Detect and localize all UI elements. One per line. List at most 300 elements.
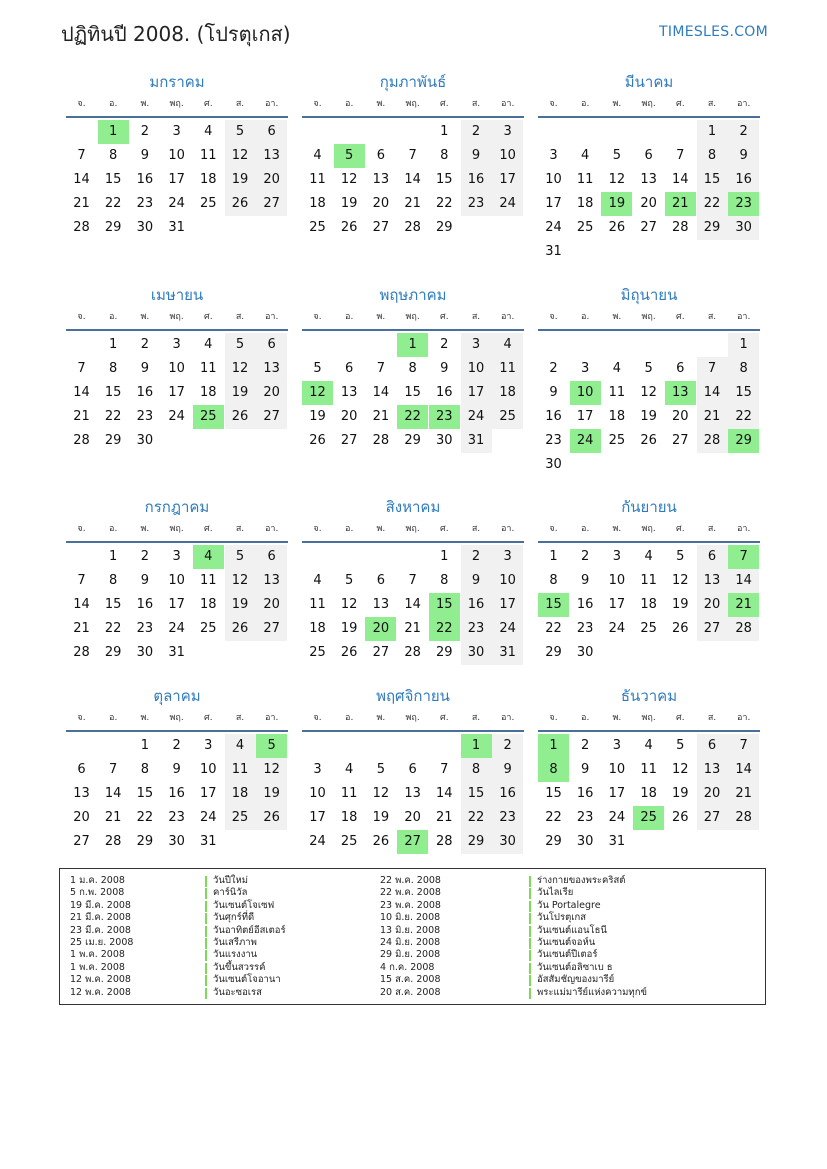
day-cell[interactable]: 26 bbox=[640, 433, 657, 448]
day-cell[interactable]: 19 bbox=[225, 381, 256, 405]
day-cell[interactable]: 7 bbox=[728, 734, 759, 758]
day-cell[interactable]: 31 bbox=[608, 834, 626, 849]
day-cell[interactable]: 20 bbox=[697, 782, 728, 806]
day-cell[interactable]: 2 bbox=[728, 120, 759, 144]
day-cell[interactable]: 28 bbox=[404, 220, 421, 235]
day-cell[interactable]: 2 bbox=[440, 337, 449, 352]
day-cell[interactable]: 21 bbox=[104, 810, 122, 825]
day-cell[interactable]: 20 bbox=[340, 409, 358, 424]
day-cell[interactable]: 30 bbox=[576, 834, 594, 849]
day-cell[interactable]: 28 bbox=[104, 834, 122, 849]
day-cell[interactable]: 26 bbox=[225, 192, 256, 216]
day-cell[interactable]: 26 bbox=[672, 621, 689, 636]
day-cell[interactable]: 14 bbox=[73, 385, 90, 400]
day-cell[interactable]: 21 bbox=[73, 621, 90, 636]
day-cell[interactable]: 3 bbox=[612, 549, 622, 564]
day-cell[interactable]: 23 bbox=[461, 192, 492, 216]
day-cell[interactable]: 12 bbox=[372, 786, 390, 801]
day-cell[interactable]: 30 bbox=[168, 834, 185, 849]
day-cell[interactable]: 14 bbox=[73, 172, 90, 187]
day-cell[interactable]: 30 bbox=[576, 645, 594, 660]
day-cell[interactable]: 7 bbox=[408, 573, 417, 588]
day-cell[interactable]: 6 bbox=[77, 762, 86, 777]
day-cell[interactable]: 17 bbox=[309, 810, 326, 825]
day-cell[interactable]: 14 bbox=[672, 172, 689, 187]
day-cell[interactable]: 22 bbox=[461, 806, 492, 830]
day-cell[interactable]: 20 bbox=[256, 593, 287, 617]
day-cell[interactable]: 6 bbox=[408, 762, 417, 777]
day-cell[interactable]: 22 bbox=[545, 621, 562, 636]
day-cell[interactable]: 10 bbox=[608, 762, 626, 777]
day-cell[interactable]: 14 bbox=[104, 786, 122, 801]
day-cell[interactable]: 7 bbox=[408, 148, 417, 163]
day-cell[interactable]: 8 bbox=[109, 573, 118, 588]
day-cell[interactable]: 25 bbox=[309, 220, 326, 235]
day-cell[interactable]: 21 bbox=[404, 621, 421, 636]
day-cell[interactable]: 6 bbox=[644, 148, 653, 163]
day-cell[interactable]: 6 bbox=[697, 545, 728, 569]
day-cell[interactable]: 24 bbox=[570, 429, 601, 453]
day-cell[interactable]: 9 bbox=[581, 762, 590, 777]
day-cell[interactable]: 8 bbox=[440, 148, 449, 163]
day-cell[interactable]: 27 bbox=[340, 433, 358, 448]
day-cell[interactable]: 25 bbox=[608, 433, 626, 448]
day-cell[interactable]: 21 bbox=[728, 782, 759, 806]
day-cell[interactable]: 8 bbox=[140, 762, 150, 777]
day-cell[interactable]: 4 bbox=[193, 545, 224, 569]
day-cell[interactable]: 9 bbox=[140, 148, 150, 163]
day-cell[interactable]: 27 bbox=[372, 645, 390, 660]
day-cell[interactable]: 6 bbox=[376, 573, 386, 588]
day-cell[interactable]: 24 bbox=[608, 810, 626, 825]
day-cell[interactable]: 16 bbox=[436, 385, 453, 400]
day-cell[interactable]: 15 bbox=[429, 593, 460, 617]
day-cell[interactable]: 23 bbox=[728, 192, 759, 216]
day-cell[interactable]: 24 bbox=[309, 834, 326, 849]
day-cell[interactable]: 16 bbox=[168, 786, 185, 801]
brand-link[interactable]: TIMESLES.COM bbox=[659, 24, 768, 40]
day-cell[interactable]: 17 bbox=[168, 597, 185, 612]
day-cell[interactable]: 31 bbox=[168, 220, 185, 235]
day-cell[interactable]: 5 bbox=[225, 545, 256, 569]
day-cell[interactable]: 29 bbox=[461, 830, 492, 854]
day-cell[interactable]: 26 bbox=[608, 220, 626, 235]
day-cell[interactable]: 14 bbox=[697, 381, 728, 405]
day-cell[interactable]: 4 bbox=[612, 361, 622, 376]
day-cell[interactable]: 11 bbox=[340, 786, 358, 801]
day-cell[interactable]: 16 bbox=[576, 786, 594, 801]
day-cell[interactable]: 11 bbox=[640, 762, 657, 777]
day-cell[interactable]: 15 bbox=[461, 782, 492, 806]
day-cell[interactable]: 25 bbox=[633, 806, 664, 830]
day-cell[interactable]: 28 bbox=[672, 220, 689, 235]
day-cell[interactable]: 25 bbox=[640, 621, 657, 636]
day-cell[interactable]: 7 bbox=[697, 357, 728, 381]
day-cell[interactable]: 15 bbox=[697, 168, 728, 192]
day-cell[interactable]: 9 bbox=[172, 762, 181, 777]
day-cell[interactable]: 10 bbox=[309, 786, 326, 801]
day-cell[interactable]: 15 bbox=[104, 385, 122, 400]
day-cell[interactable]: 8 bbox=[697, 144, 728, 168]
day-cell[interactable]: 12 bbox=[608, 172, 626, 187]
day-cell[interactable]: 21 bbox=[665, 192, 696, 216]
day-cell[interactable]: 19 bbox=[309, 409, 326, 424]
day-cell[interactable]: 29 bbox=[545, 645, 562, 660]
day-cell[interactable]: 14 bbox=[404, 172, 421, 187]
day-cell[interactable]: 20 bbox=[365, 617, 396, 641]
day-cell[interactable]: 4 bbox=[492, 333, 523, 357]
day-cell[interactable]: 19 bbox=[256, 782, 287, 806]
day-cell[interactable]: 11 bbox=[640, 573, 657, 588]
day-cell[interactable]: 29 bbox=[436, 645, 453, 660]
day-cell[interactable]: 11 bbox=[492, 357, 523, 381]
day-cell[interactable]: 26 bbox=[672, 810, 689, 825]
day-cell[interactable]: 6 bbox=[376, 148, 386, 163]
day-cell[interactable]: 19 bbox=[640, 409, 657, 424]
day-cell[interactable]: 3 bbox=[313, 762, 322, 777]
day-cell[interactable]: 25 bbox=[193, 405, 224, 429]
day-cell[interactable]: 8 bbox=[440, 573, 449, 588]
day-cell[interactable]: 20 bbox=[256, 381, 287, 405]
day-cell[interactable]: 24 bbox=[200, 810, 217, 825]
day-cell[interactable]: 24 bbox=[461, 405, 492, 429]
day-cell[interactable]: 19 bbox=[225, 593, 256, 617]
day-cell[interactable]: 20 bbox=[697, 593, 728, 617]
day-cell[interactable]: 1 bbox=[697, 120, 728, 144]
day-cell[interactable]: 29 bbox=[104, 645, 122, 660]
day-cell[interactable]: 8 bbox=[109, 148, 118, 163]
day-cell[interactable]: 24 bbox=[492, 192, 523, 216]
day-cell[interactable]: 28 bbox=[728, 617, 759, 641]
day-cell[interactable]: 13 bbox=[640, 172, 657, 187]
day-cell[interactable]: 26 bbox=[372, 834, 390, 849]
day-cell[interactable]: 8 bbox=[408, 361, 417, 376]
day-cell[interactable]: 30 bbox=[436, 433, 453, 448]
day-cell[interactable]: 11 bbox=[608, 385, 626, 400]
day-cell[interactable]: 31 bbox=[200, 834, 217, 849]
day-cell[interactable]: 14 bbox=[728, 569, 759, 593]
day-cell[interactable]: 5 bbox=[256, 734, 287, 758]
day-cell[interactable]: 4 bbox=[204, 337, 213, 352]
day-cell[interactable]: 16 bbox=[461, 593, 492, 617]
day-cell[interactable]: 24 bbox=[608, 621, 626, 636]
day-cell[interactable]: 3 bbox=[612, 738, 622, 753]
day-cell[interactable]: 12 bbox=[340, 597, 358, 612]
day-cell[interactable]: 18 bbox=[492, 381, 523, 405]
day-cell[interactable]: 13 bbox=[697, 758, 728, 782]
day-cell[interactable]: 29 bbox=[104, 220, 122, 235]
day-cell[interactable]: 22 bbox=[104, 196, 122, 211]
day-cell[interactable]: 20 bbox=[256, 168, 287, 192]
day-cell[interactable]: 12 bbox=[340, 172, 358, 187]
day-cell[interactable]: 4 bbox=[644, 738, 653, 753]
day-cell[interactable]: 10 bbox=[608, 573, 626, 588]
day-cell[interactable]: 3 bbox=[204, 738, 213, 753]
day-cell[interactable]: 10 bbox=[545, 172, 562, 187]
day-cell[interactable]: 19 bbox=[672, 597, 689, 612]
day-cell[interactable]: 5 bbox=[376, 762, 386, 777]
day-cell[interactable]: 7 bbox=[728, 545, 759, 569]
day-cell[interactable]: 10 bbox=[168, 573, 185, 588]
day-cell[interactable]: 5 bbox=[313, 361, 322, 376]
day-cell[interactable]: 19 bbox=[601, 192, 632, 216]
day-cell[interactable]: 5 bbox=[644, 361, 653, 376]
day-cell[interactable]: 30 bbox=[136, 220, 154, 235]
day-cell[interactable]: 25 bbox=[225, 806, 256, 830]
day-cell[interactable]: 1 bbox=[549, 549, 558, 564]
day-cell[interactable]: 25 bbox=[200, 621, 217, 636]
day-cell[interactable]: 18 bbox=[608, 409, 626, 424]
day-cell[interactable]: 26 bbox=[309, 433, 326, 448]
day-cell[interactable]: 24 bbox=[168, 196, 185, 211]
day-cell[interactable]: 17 bbox=[608, 597, 626, 612]
day-cell[interactable]: 22 bbox=[429, 617, 460, 641]
day-cell[interactable]: 1 bbox=[538, 734, 569, 758]
day-cell[interactable]: 31 bbox=[545, 244, 562, 259]
day-cell[interactable]: 13 bbox=[404, 786, 421, 801]
day-cell[interactable]: 14 bbox=[436, 786, 453, 801]
day-cell[interactable]: 29 bbox=[728, 429, 759, 453]
day-cell[interactable]: 12 bbox=[225, 357, 256, 381]
day-cell[interactable]: 26 bbox=[225, 617, 256, 641]
day-cell[interactable]: 3 bbox=[172, 337, 181, 352]
day-cell[interactable]: 1 bbox=[98, 120, 129, 144]
day-cell[interactable]: 5 bbox=[676, 738, 685, 753]
day-cell[interactable]: 19 bbox=[340, 196, 358, 211]
day-cell[interactable]: 9 bbox=[140, 361, 150, 376]
day-cell[interactable]: 24 bbox=[492, 617, 523, 641]
day-cell[interactable]: 28 bbox=[372, 433, 390, 448]
day-cell[interactable]: 12 bbox=[672, 573, 689, 588]
day-cell[interactable]: 4 bbox=[225, 734, 256, 758]
day-cell[interactable]: 28 bbox=[728, 806, 759, 830]
day-cell[interactable]: 16 bbox=[136, 597, 154, 612]
day-cell[interactable]: 27 bbox=[73, 834, 90, 849]
day-cell[interactable]: 27 bbox=[256, 405, 287, 429]
day-cell[interactable]: 12 bbox=[225, 569, 256, 593]
day-cell[interactable]: 3 bbox=[172, 124, 181, 139]
day-cell[interactable]: 28 bbox=[404, 645, 421, 660]
day-cell[interactable]: 23 bbox=[461, 617, 492, 641]
day-cell[interactable]: 25 bbox=[340, 834, 358, 849]
day-cell[interactable]: 20 bbox=[372, 196, 390, 211]
day-cell[interactable]: 12 bbox=[302, 381, 333, 405]
day-cell[interactable]: 31 bbox=[461, 429, 492, 453]
day-cell[interactable]: 11 bbox=[309, 172, 326, 187]
day-cell[interactable]: 15 bbox=[104, 597, 122, 612]
day-cell[interactable]: 21 bbox=[436, 810, 453, 825]
day-cell[interactable]: 13 bbox=[697, 569, 728, 593]
day-cell[interactable]: 27 bbox=[397, 830, 428, 854]
day-cell[interactable]: 18 bbox=[309, 621, 326, 636]
day-cell[interactable]: 11 bbox=[200, 148, 217, 163]
day-cell[interactable]: 4 bbox=[581, 148, 590, 163]
day-cell[interactable]: 22 bbox=[104, 621, 122, 636]
day-cell[interactable]: 17 bbox=[608, 786, 626, 801]
day-cell[interactable]: 24 bbox=[545, 220, 562, 235]
day-cell[interactable]: 2 bbox=[140, 337, 150, 352]
day-cell[interactable]: 17 bbox=[545, 196, 562, 211]
day-cell[interactable]: 29 bbox=[404, 433, 421, 448]
day-cell[interactable]: 10 bbox=[200, 762, 217, 777]
day-cell[interactable]: 21 bbox=[404, 196, 421, 211]
day-cell[interactable]: 26 bbox=[340, 220, 358, 235]
day-cell[interactable]: 9 bbox=[549, 385, 558, 400]
day-cell[interactable]: 23 bbox=[429, 405, 460, 429]
day-cell[interactable]: 27 bbox=[697, 617, 728, 641]
day-cell[interactable]: 16 bbox=[136, 172, 154, 187]
day-cell[interactable]: 18 bbox=[340, 810, 358, 825]
day-cell[interactable]: 7 bbox=[440, 762, 449, 777]
day-cell[interactable]: 3 bbox=[492, 545, 523, 569]
day-cell[interactable]: 22 bbox=[436, 196, 453, 211]
day-cell[interactable]: 29 bbox=[104, 433, 122, 448]
day-cell[interactable]: 8 bbox=[538, 758, 569, 782]
day-cell[interactable]: 10 bbox=[492, 569, 523, 593]
day-cell[interactable]: 8 bbox=[549, 573, 558, 588]
day-cell[interactable]: 2 bbox=[461, 120, 492, 144]
day-cell[interactable]: 23 bbox=[136, 409, 154, 424]
day-cell[interactable]: 3 bbox=[549, 148, 558, 163]
day-cell[interactable]: 12 bbox=[225, 144, 256, 168]
day-cell[interactable]: 13 bbox=[256, 569, 287, 593]
day-cell[interactable]: 29 bbox=[545, 834, 562, 849]
day-cell[interactable]: 2 bbox=[140, 124, 150, 139]
day-cell[interactable]: 16 bbox=[461, 168, 492, 192]
day-cell[interactable]: 5 bbox=[612, 148, 622, 163]
day-cell[interactable]: 2 bbox=[549, 361, 558, 376]
day-cell[interactable]: 1 bbox=[140, 738, 150, 753]
day-cell[interactable]: 26 bbox=[340, 645, 358, 660]
day-cell[interactable]: 3 bbox=[172, 549, 181, 564]
day-cell[interactable]: 9 bbox=[728, 144, 759, 168]
day-cell[interactable]: 16 bbox=[136, 385, 154, 400]
day-cell[interactable]: 2 bbox=[461, 545, 492, 569]
day-cell[interactable]: 1 bbox=[440, 549, 449, 564]
day-cell[interactable]: 23 bbox=[492, 806, 523, 830]
day-cell[interactable]: 30 bbox=[728, 216, 759, 240]
day-cell[interactable]: 23 bbox=[576, 621, 594, 636]
day-cell[interactable]: 17 bbox=[168, 385, 185, 400]
day-cell[interactable]: 15 bbox=[136, 786, 154, 801]
day-cell[interactable]: 22 bbox=[545, 810, 562, 825]
day-cell[interactable]: 18 bbox=[200, 597, 217, 612]
day-cell[interactable]: 27 bbox=[256, 192, 287, 216]
day-cell[interactable]: 15 bbox=[436, 172, 453, 187]
day-cell[interactable]: 18 bbox=[200, 172, 217, 187]
day-cell[interactable]: 23 bbox=[576, 810, 594, 825]
day-cell[interactable]: 6 bbox=[256, 333, 287, 357]
day-cell[interactable]: 20 bbox=[404, 810, 421, 825]
day-cell[interactable]: 6 bbox=[697, 734, 728, 758]
day-cell[interactable]: 15 bbox=[538, 593, 569, 617]
day-cell[interactable]: 20 bbox=[640, 196, 657, 211]
day-cell[interactable]: 18 bbox=[640, 786, 657, 801]
day-cell[interactable]: 7 bbox=[77, 573, 86, 588]
day-cell[interactable]: 29 bbox=[136, 834, 154, 849]
day-cell[interactable]: 5 bbox=[345, 573, 354, 588]
day-cell[interactable]: 15 bbox=[404, 385, 421, 400]
day-cell[interactable]: 2 bbox=[581, 738, 590, 753]
day-cell[interactable]: 19 bbox=[372, 810, 390, 825]
day-cell[interactable]: 8 bbox=[109, 361, 118, 376]
day-cell[interactable]: 14 bbox=[404, 597, 421, 612]
day-cell[interactable]: 17 bbox=[200, 786, 217, 801]
day-cell[interactable]: 27 bbox=[672, 433, 689, 448]
day-cell[interactable]: 6 bbox=[256, 545, 287, 569]
day-cell[interactable]: 12 bbox=[640, 385, 657, 400]
day-cell[interactable]: 28 bbox=[73, 220, 90, 235]
day-cell[interactable]: 26 bbox=[256, 806, 287, 830]
day-cell[interactable]: 13 bbox=[340, 385, 358, 400]
day-cell[interactable]: 8 bbox=[461, 758, 492, 782]
day-cell[interactable]: 17 bbox=[492, 593, 523, 617]
day-cell[interactable]: 17 bbox=[576, 409, 594, 424]
day-cell[interactable]: 10 bbox=[168, 148, 185, 163]
day-cell[interactable]: 18 bbox=[309, 196, 326, 211]
day-cell[interactable]: 24 bbox=[168, 621, 185, 636]
day-cell[interactable]: 12 bbox=[256, 758, 287, 782]
day-cell[interactable]: 5 bbox=[225, 120, 256, 144]
day-cell[interactable]: 7 bbox=[77, 361, 86, 376]
day-cell[interactable]: 17 bbox=[461, 381, 492, 405]
day-cell[interactable]: 5 bbox=[225, 333, 256, 357]
day-cell[interactable]: 6 bbox=[676, 361, 685, 376]
day-cell[interactable]: 29 bbox=[436, 220, 453, 235]
day-cell[interactable]: 16 bbox=[492, 782, 523, 806]
day-cell[interactable]: 1 bbox=[728, 333, 759, 357]
day-cell[interactable]: 9 bbox=[140, 573, 150, 588]
day-cell[interactable]: 21 bbox=[73, 409, 90, 424]
day-cell[interactable]: 22 bbox=[104, 409, 122, 424]
day-cell[interactable]: 11 bbox=[225, 758, 256, 782]
day-cell[interactable]: 10 bbox=[461, 357, 492, 381]
day-cell[interactable]: 19 bbox=[225, 168, 256, 192]
day-cell[interactable]: 21 bbox=[73, 196, 90, 211]
day-cell[interactable]: 12 bbox=[672, 762, 689, 777]
day-cell[interactable]: 30 bbox=[136, 645, 154, 660]
day-cell[interactable]: 6 bbox=[256, 120, 287, 144]
day-cell[interactable]: 13 bbox=[256, 144, 287, 168]
day-cell[interactable]: 13 bbox=[665, 381, 696, 405]
day-cell[interactable]: 7 bbox=[376, 361, 386, 376]
day-cell[interactable]: 20 bbox=[73, 810, 90, 825]
day-cell[interactable]: 10 bbox=[492, 144, 523, 168]
day-cell[interactable]: 13 bbox=[73, 786, 90, 801]
day-cell[interactable]: 7 bbox=[109, 762, 118, 777]
day-cell[interactable]: 5 bbox=[676, 549, 685, 564]
day-cell[interactable]: 25 bbox=[200, 196, 217, 211]
day-cell[interactable]: 19 bbox=[340, 621, 358, 636]
day-cell[interactable]: 2 bbox=[140, 549, 150, 564]
day-cell[interactable]: 24 bbox=[168, 409, 185, 424]
day-cell[interactable]: 4 bbox=[644, 549, 653, 564]
day-cell[interactable]: 25 bbox=[309, 645, 326, 660]
day-cell[interactable]: 2 bbox=[172, 738, 181, 753]
day-cell[interactable]: 9 bbox=[492, 758, 523, 782]
day-cell[interactable]: 3 bbox=[492, 120, 523, 144]
day-cell[interactable]: 18 bbox=[200, 385, 217, 400]
day-cell[interactable]: 4 bbox=[313, 573, 322, 588]
day-cell[interactable]: 31 bbox=[492, 641, 523, 665]
day-cell[interactable]: 1 bbox=[397, 333, 428, 357]
day-cell[interactable]: 28 bbox=[73, 433, 90, 448]
day-cell[interactable]: 29 bbox=[697, 216, 728, 240]
day-cell[interactable]: 16 bbox=[545, 409, 562, 424]
day-cell[interactable]: 19 bbox=[672, 786, 689, 801]
day-cell[interactable]: 13 bbox=[372, 597, 390, 612]
day-cell[interactable]: 18 bbox=[576, 196, 594, 211]
